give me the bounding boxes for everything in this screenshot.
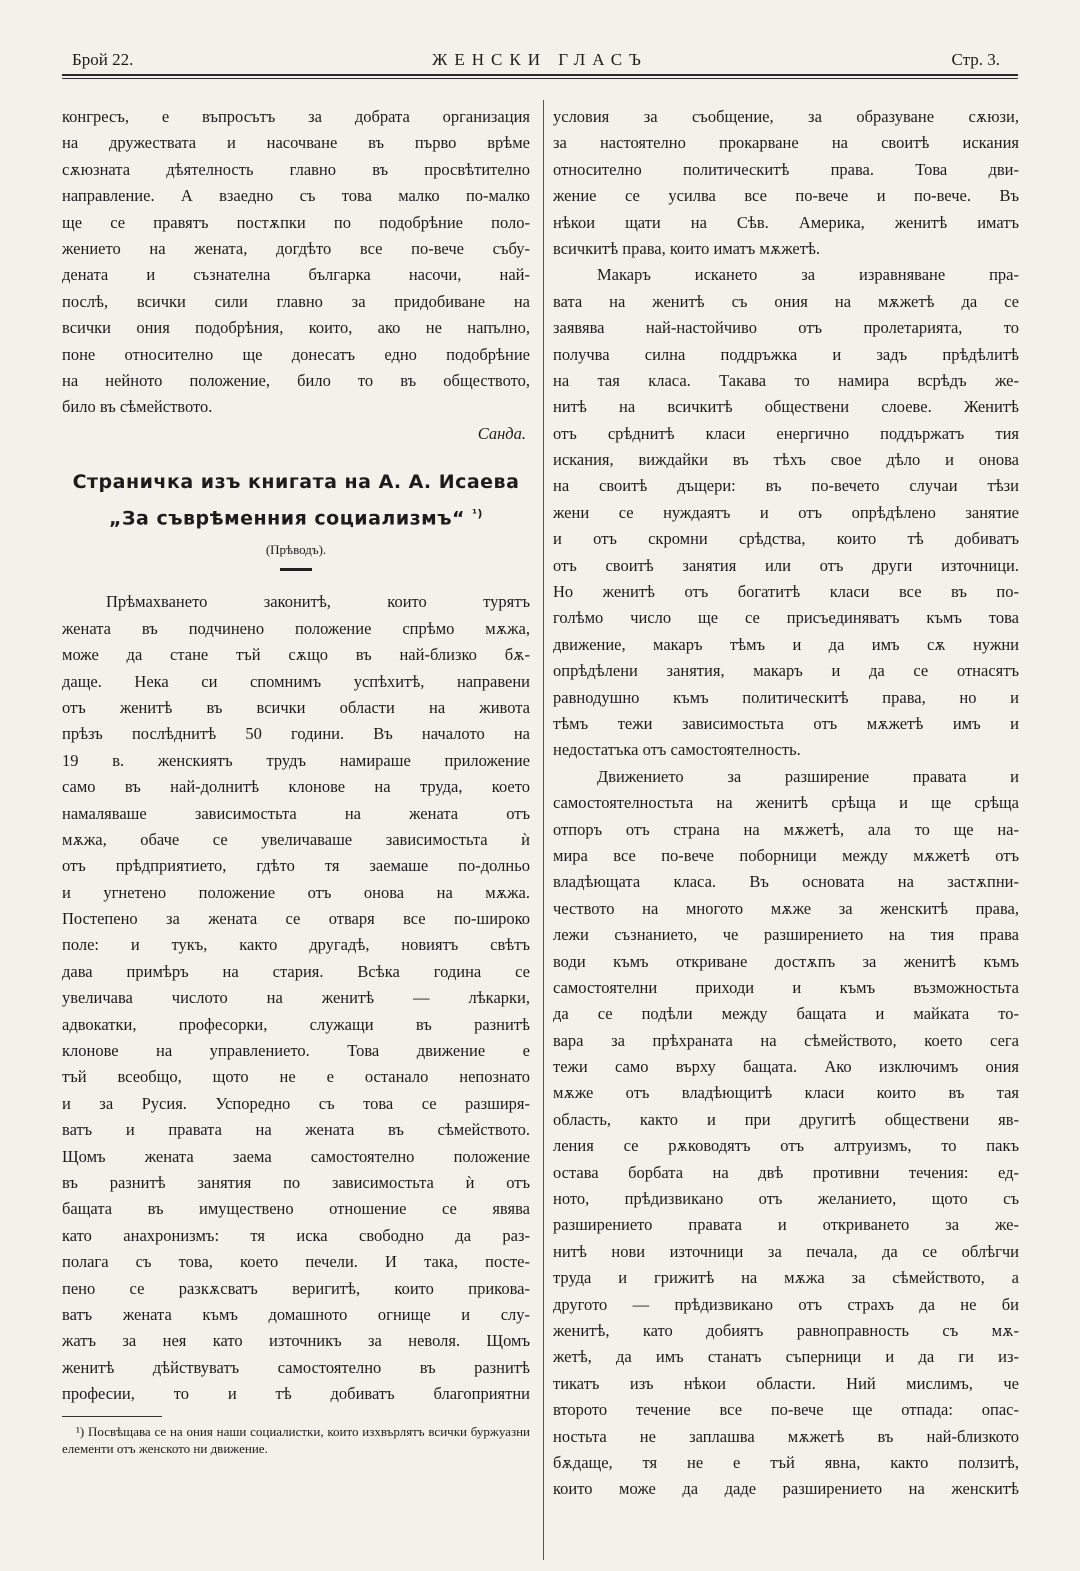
text-line: 19 в. женскиятъ трудъ намираше приложение: [62, 750, 530, 770]
text-line: като анахронизмъ: тя иска свободно да раз-: [62, 1225, 530, 1245]
text-line: професии, то и тѣ добиватъ благоприятни: [62, 1384, 530, 1404]
text-line: бѫдаще, тя не е тъй явна, както ползитѣ,: [553, 1452, 1019, 1472]
text-line: тъй всеобщо, щото не е останало непознато: [62, 1067, 530, 1087]
text-line: полага съ това, което печели. И така, посте-: [62, 1252, 530, 1272]
text-line: отъ своитѣ занятия или отъ други източници.: [553, 555, 1019, 575]
text-line: жетѣ, да имъ станатъ съперници и да ги из-: [553, 1347, 1019, 1367]
text-line: труда и грижитѣ на мѫжа за сѣмейството, а: [553, 1268, 1019, 1288]
right-article-body: [553, 104, 1019, 1503]
text-line: нѣкои щати на Сѣв. Америка, женитѣ иматъ: [553, 212, 1019, 232]
text-line: Постепено за жената се отваря все по-широко: [62, 909, 530, 929]
text-line: поне относително ще донесатъ едно подобрѣние: [62, 344, 530, 364]
text-line: отъ женитѣ въ всички области на живота: [62, 697, 530, 717]
text-line: даще. Нека си спомнимъ успѣхитѣ, направени: [62, 671, 530, 691]
text-line: и угнетено положение отъ онова на мѫжа.: [62, 882, 530, 902]
text-line: заявява най-настойчиво отъ пролетарията, то: [553, 318, 1019, 338]
text-line: Щомъ жената заема самостоятелно положение: [62, 1146, 530, 1166]
intro-paragraph: [62, 104, 530, 421]
text-line: ления се рѫководятъ отъ алтруизмъ, то пакъ: [553, 1136, 1019, 1156]
text-line: отпоръ отъ страна на мѫжетѣ, ала то ще на-: [553, 819, 1019, 839]
left-column: [62, 104, 530, 1457]
text-line: дената и съзнателна българка насочи, най-: [62, 265, 530, 285]
text-line: на своитѣ дъщери: въ по-вечето случаи тѣзи: [553, 476, 1019, 496]
text-line: ното, прѣдизвикано отъ желанието, щото съ: [553, 1189, 1019, 1209]
article-body: [62, 589, 530, 1407]
text-line: ще се правятъ постѫпки по подобрѣние поло-: [62, 212, 530, 232]
text-line: да се подѣли между бащата и майката то-: [553, 1004, 1019, 1024]
footnote-marker: ¹): [472, 507, 483, 521]
text-line: условия за съобщение, за образуване сѫюзи,: [553, 107, 1019, 126]
text-line: опрѣдѣлени занятия, макаръ и да се отнасятъ: [553, 661, 1019, 681]
right-column: [553, 104, 1019, 1503]
text-line: на нейното положение, било то въ обществото,: [62, 370, 530, 390]
article-subtitle: (Прѣводъ).: [265, 542, 327, 558]
text-line: прѣзъ послѣднитѣ 50 години. Въ началото на: [62, 724, 530, 744]
issue-number: Брой 22.: [72, 50, 134, 69]
text-line: тѣмъ тежи зависимостьта отъ мѫжетѣ имъ и: [553, 713, 1019, 733]
article-title-line2: [62, 498, 530, 534]
text-line: Прѣмахването законитѣ, които турятъ: [106, 592, 530, 612]
text-line: жението на жената, догдѣто все по-вече събу-: [62, 238, 530, 258]
text-line: владѣющата класа. Въ основата на застѫпни-: [553, 872, 1019, 892]
article-title-line1: Страничка изъ книгата на А. А. Исаева: [72, 471, 520, 494]
newspaper-title: ЖЕНСКИ ГЛАСЪ: [432, 50, 648, 69]
text-line: жени се нуждаятъ и отъ опрѣдѣлено занятие: [553, 502, 1019, 522]
text-line: ностьта не заплашва мѫжетѣ въ най-близкото: [553, 1426, 1019, 1446]
text-line: и отъ скромни срѣдства, които тѣ добиватъ: [553, 529, 1019, 549]
page-header: [62, 50, 1018, 74]
text-line: било въ сѣмейството.: [62, 397, 213, 417]
text-line: относително политическитѣ права. Това дви-: [553, 159, 1019, 179]
text-line: область, както и при другитѣ обществени яв-: [553, 1109, 1019, 1129]
text-line: ватъ жената къмъ домашното огнище и слу-: [62, 1304, 530, 1324]
text-line: женитѣ дѣйствуватъ самостоятелно въ разнитѣ: [62, 1357, 530, 1377]
footnote: ¹) Посвѣщава се на ония наши социалистки, които изхвърлятъ всички буржуазни елементи отъ женското ни движение.: [62, 1423, 530, 1456]
text-line: второто течение все по-вече ще отпада: опас-: [553, 1400, 1019, 1420]
text-line: направление. А взаедно съ това малко по-малко: [62, 186, 530, 206]
text-line: отъ прѣдприятието, гдѣто тя заемаше по-долньо: [62, 856, 530, 876]
text-line: бащата въ имуществено отношение се явява: [62, 1199, 530, 1219]
text-line: клонове на управлението. Това движение е: [62, 1041, 530, 1061]
text-line: които може да даде разширението на женскитѣ: [553, 1479, 1019, 1499]
text-line: дава примѣръ на стария. Всѣка година се: [62, 961, 530, 981]
text-line: голѣмо число ще се присъединяватъ къмъ това: [553, 608, 1019, 628]
text-line: само въ най-долнитѣ клонове на труда, което: [62, 777, 530, 797]
text-line: Но женитѣ отъ богатитѣ класи все въ по-: [553, 582, 1019, 602]
text-line: разширението правата и откриването за же-: [553, 1215, 1019, 1235]
text-line: сѫюзната дѣятелность главно въ просвѣтително: [62, 159, 530, 179]
text-line: мѫжа, обаче се увеличаваше зависимостьта ѝ: [62, 829, 530, 849]
column-divider: [543, 100, 544, 1560]
text-line: води къмъ откриване достѫпъ за женитѣ къмъ: [553, 951, 1019, 971]
text-line: вата на женитѣ съ ония на мѫжетѣ да се: [553, 291, 1019, 311]
text-line: чеството на многото мѫже за женскитѣ права,: [553, 898, 1019, 918]
text-line: получва силна поддръжка и задъ прѣдѣлитѣ: [553, 344, 1019, 364]
text-line: недостатъка отъ самостоятелность.: [553, 740, 801, 760]
text-line: равнодушно къмъ политическитѣ права, но и: [553, 687, 1019, 707]
text-line: адвокатки, професорки, служащи въ разнитѣ: [62, 1014, 530, 1034]
text-line: и за Русия. Успоредно съ това се разширя-: [62, 1093, 530, 1113]
text-line: мира все по-вече поборници между мѫжетѣ отъ: [553, 845, 1019, 865]
text-line: Макаръ искането за изравняване пра-: [597, 265, 1019, 285]
text-line: жение се усилва все по-вече и по-вече. Въ: [553, 186, 1019, 206]
text-line: лежи съзнанието, че разширението на тия права: [553, 925, 1019, 945]
text-line: поле: и тукъ, както другадѣ, новиятъ свѣтъ: [62, 935, 530, 955]
text-line: нитѣ нови източници за печала, да се облѣгчи: [553, 1241, 1019, 1261]
text-line: всички ония подобрѣния, които, ако не напълно,: [62, 318, 530, 338]
header-rule-thick: [62, 74, 1018, 76]
text-line: движение, макаръ тѣмъ и да имъ сѫ нужни: [553, 634, 1019, 654]
text-line: на тая класа. Такава то намира всрѣдъ же-: [553, 370, 1019, 390]
text-line: мѫже отъ владѣющитѣ класи които въ тая: [553, 1083, 1019, 1103]
text-line: може да стане тъй сѫщо въ най-близко бѫ-: [62, 645, 530, 665]
text-line: нитѣ на всичкитѣ обществени слоеве. Женитѣ: [553, 397, 1019, 417]
header-rule-thin: [62, 78, 1018, 79]
text-line: другото — прѣдизвикано отъ страхъ да не би: [553, 1294, 1019, 1314]
text-line: искания, виждайки въ тѣхъ свое дѣло и онова: [553, 450, 1019, 470]
article-title-book: „За съврѣменния социализмъ“: [109, 507, 465, 530]
text-line: жатъ за нея като източникъ за неволя. Щомъ: [62, 1331, 530, 1351]
text-line: на дружествата и насочване въ първо врѣме: [62, 133, 530, 153]
text-line: ватъ и правата на жената въ сѣмейството.: [62, 1120, 530, 1140]
text-line: тикатъ изъ нѣкои области. Ний мислимъ, че: [553, 1373, 1019, 1393]
text-line: въ разнитѣ занятия по зависимостьта ѝ отъ: [62, 1173, 530, 1192]
text-line: остава борбата на двѣ противни течения: ед-: [553, 1162, 1019, 1182]
text-line: намаляваше зависимостьта на жената отъ: [62, 803, 530, 823]
text-line: пено се разкѫсватъ веригитѣ, които прикова-: [62, 1278, 530, 1298]
text-line: вара за прѣхраната на сѣмейството, което сега: [553, 1030, 1019, 1050]
section-dash: [280, 568, 312, 571]
text-line: женитѣ, като добиятъ равноправность съ мѫ-: [553, 1320, 1019, 1340]
text-line: за настоятелно прокарване на своитѣ искания: [553, 133, 1019, 153]
text-line: Движението за разширение правата и: [597, 766, 1019, 786]
text-line: всичкитѣ права, които иматъ мѫжетѣ.: [553, 238, 821, 258]
text-line: самостоятелни приходи и къмъ възможностьта: [553, 977, 1019, 997]
text-line: тежи само върху бащата. Ако изключимъ ония: [553, 1057, 1019, 1077]
text-line: послѣ, всички сили главно за придобиване на: [62, 291, 530, 311]
signature: Санда.: [477, 423, 526, 443]
text-line: самостоятелностьта на женитѣ срѣща и ще срѣща: [553, 793, 1019, 813]
text-line: жената въ подчинено положение спрѣмо мѫжа,: [62, 618, 530, 638]
text-line: конгресъ, е въпросътъ за добрата организация: [62, 107, 530, 126]
text-line: увеличава числото на женитѣ — лѣкарки,: [62, 988, 530, 1008]
text-line: отъ срѣднитѣ класи енергично поддържатъ тия: [553, 423, 1019, 443]
page-number: Стр. 3.: [951, 50, 1000, 69]
footnote-rule: [62, 1416, 162, 1417]
